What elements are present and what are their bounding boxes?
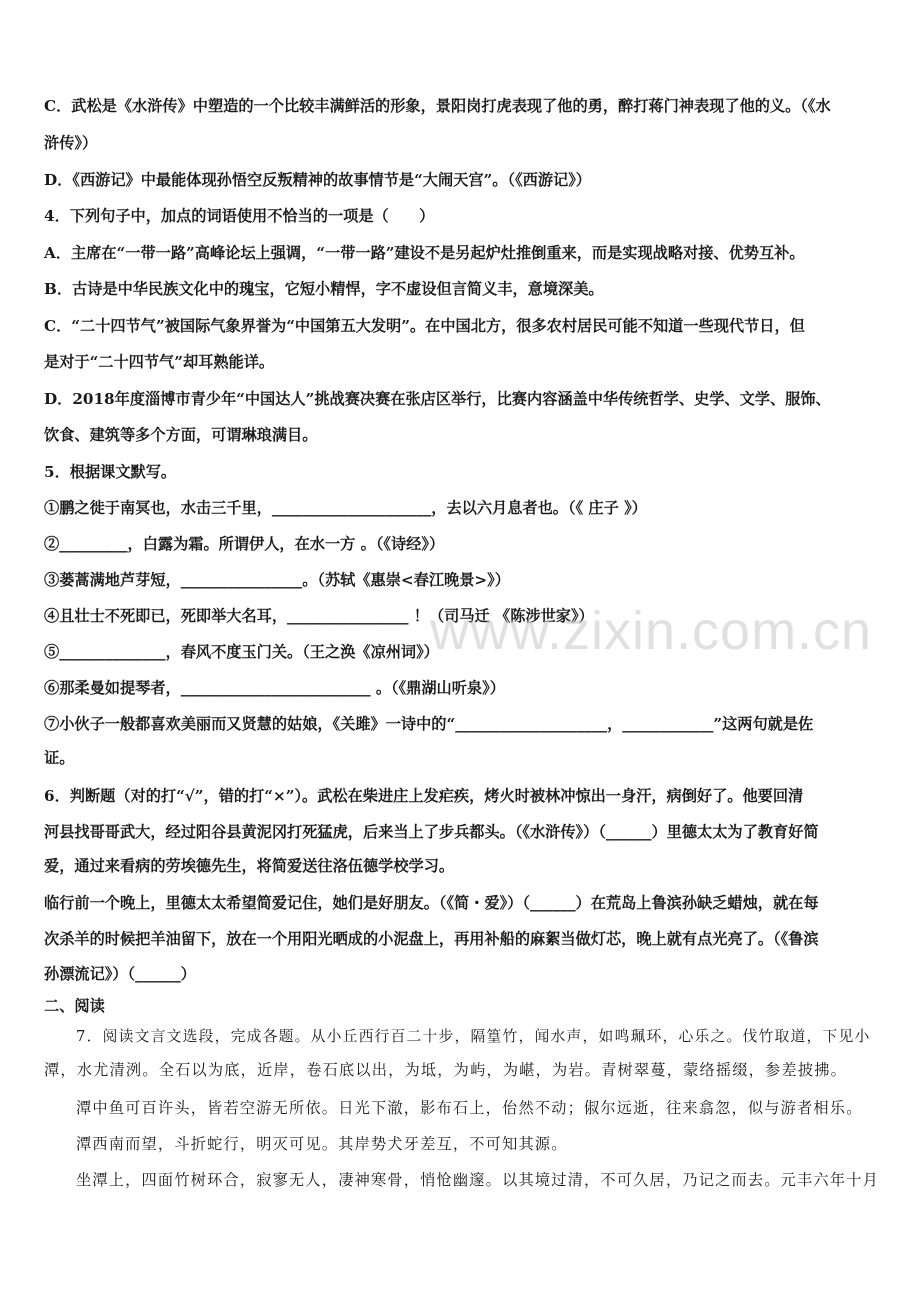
option-c-line-2: 浒传》） xyxy=(44,134,98,152)
q5-item-1: ①鹏之徙于南冥也，水击三千里，_____________________，去以六月息者也。（《 庄子 》） xyxy=(44,499,647,517)
passage-line-4: 潭西南而望，斗折蛇行，明灭可见。其岸势犬牙差互，不可知其源。 xyxy=(76,1135,568,1153)
passage-line-2: 潭，水尤清洌。全石以为底，近岸，卷石底以出，为坻，为屿，为嵁，为岩。青树翠蔓，蒙络摇缀，参差披拂。 xyxy=(44,1061,847,1079)
question-5-stem: 5．根据课文默写。 xyxy=(44,463,177,481)
q5-item-2: ②_________，白露为霜。所谓伊人，在水一方 。（《诗经》） xyxy=(44,535,445,553)
question-6-line-2: 河县找哥哥武大，经过阳谷县黄泥冈打死猛虎，后来当上了步兵都头。（《水浒传》）（______）里德太太为了教育好简 xyxy=(44,823,819,841)
q5-item-7-line-2: 证。 xyxy=(44,749,75,767)
question-6-line-3: 爱，通过来看病的劳埃德先生，将简爱送往洛伍德学校学习。 xyxy=(44,857,455,875)
q5-item-6: ⑥那柔曼如提琴者，_________________________ 。（《鼎湖山听泉》） xyxy=(44,679,505,697)
q5-item-4: ④且壮士不死即已，死即举大名耳，________________ ！（司马迁 《陈涉世家》） xyxy=(44,607,594,625)
q4-option-b: B．古诗是中华民族文化中的瑰宝，它短小精悍，字不虚设但言简义丰，意境深美。 xyxy=(44,280,604,298)
watermark: www.zixin.com.cn xyxy=(430,601,873,661)
question-6-line-1: 6．判断题（对的打“√”，错的打“×”）。武松在柴进庄上发疟疾，烤火时被林冲惊出一身汗，病倒好了。他要回清 xyxy=(44,787,804,805)
passage-line-3: 潭中鱼可百许头，皆若空游无所依。日光下澈，影布石上，佁然不动；俶尔远逝，往来翕忽，似与游者相乐。 xyxy=(76,1099,863,1117)
passage-line-5: 坐潭上，四面竹树环合，寂寥无人，凄神寒骨，悄怆幽邃。以其境过清，不可久居，乃记之而去。元丰六年十月 xyxy=(76,1171,879,1189)
q5-item-7-line-1: ⑦小伙子一般都喜欢美丽而又贤慧的姑娘，《关雎》一诗中的“____________________，____________”这两句就是佐 xyxy=(44,715,814,733)
section-heading-reading: 二、阅读 xyxy=(44,997,105,1015)
q5-item-5: ⑤______________，春风不度玉门关。（王之涣《凉州词》） xyxy=(44,643,439,661)
q4-option-d-line-1: D．2018年度淄博市青少年“中国达人”挑战赛决赛在张店区举行，比赛内容涵盖中华传统哲学、史学、文学、服饰、 xyxy=(44,390,831,408)
q4-option-c-line-1: C．“二十四节气”被国际气象界誉为“中国第五大发明”。在中国北方，很多农村居民可能不知道一些现代节日，但 xyxy=(44,317,805,335)
q4-option-a: A．主席在“一带一路”高峰论坛上强调，“一带一路”建设不是另起炉灶推倒重来，而是实现战略对接、优势互补。 xyxy=(44,244,805,262)
question-6-line-6: 孙漂流记》）（______） xyxy=(44,965,196,983)
question-6-line-5: 次杀羊的时候把羊油留下，放在一个用阳光晒成的小泥盘上，再用补船的麻絮当做灯芯，晚上就有点光亮了。（《鲁滨 xyxy=(44,930,819,948)
option-d-line: D．《西游记》中最能体现孙悟空反叛精神的故事情节是“大闹天宫”。（《西游记》） xyxy=(44,171,591,189)
passage-line-1: 7．阅读文言文选段，完成各题。从小丘西行百二十步，隔篁竹，闻水声，如鸣珮环，心乐之。伐竹取道，下见小 xyxy=(76,1028,871,1045)
q5-item-3: ③蒌蒿满地芦芽短，________________。（苏轼《惠崇<春江晚景>》） xyxy=(44,571,510,589)
q4-option-d-line-2: 饮食、建筑等多个方面，可谓琳琅满目。 xyxy=(44,426,318,444)
option-c-line-1: C．武松是《水浒传》中塑造的一个比较丰满鲜活的形象，景阳岗打虎表现了他的勇，醉打蒋门神表现了他的义。（《水 xyxy=(44,97,831,115)
question-4-stem: 4．下列句子中，加点的词语使用不恰当的一项是（ ） xyxy=(44,207,435,225)
question-6-line-4: 临行前一个晚上，里德太太希望简爱记住，她们是好朋友。（《简・爱》）（______）在荒岛上鲁滨孙缺乏蜡烛，就在每 xyxy=(44,894,819,912)
q4-option-c-line-2: 是对于“二十四节气”却耳熟能详。 xyxy=(44,353,275,371)
